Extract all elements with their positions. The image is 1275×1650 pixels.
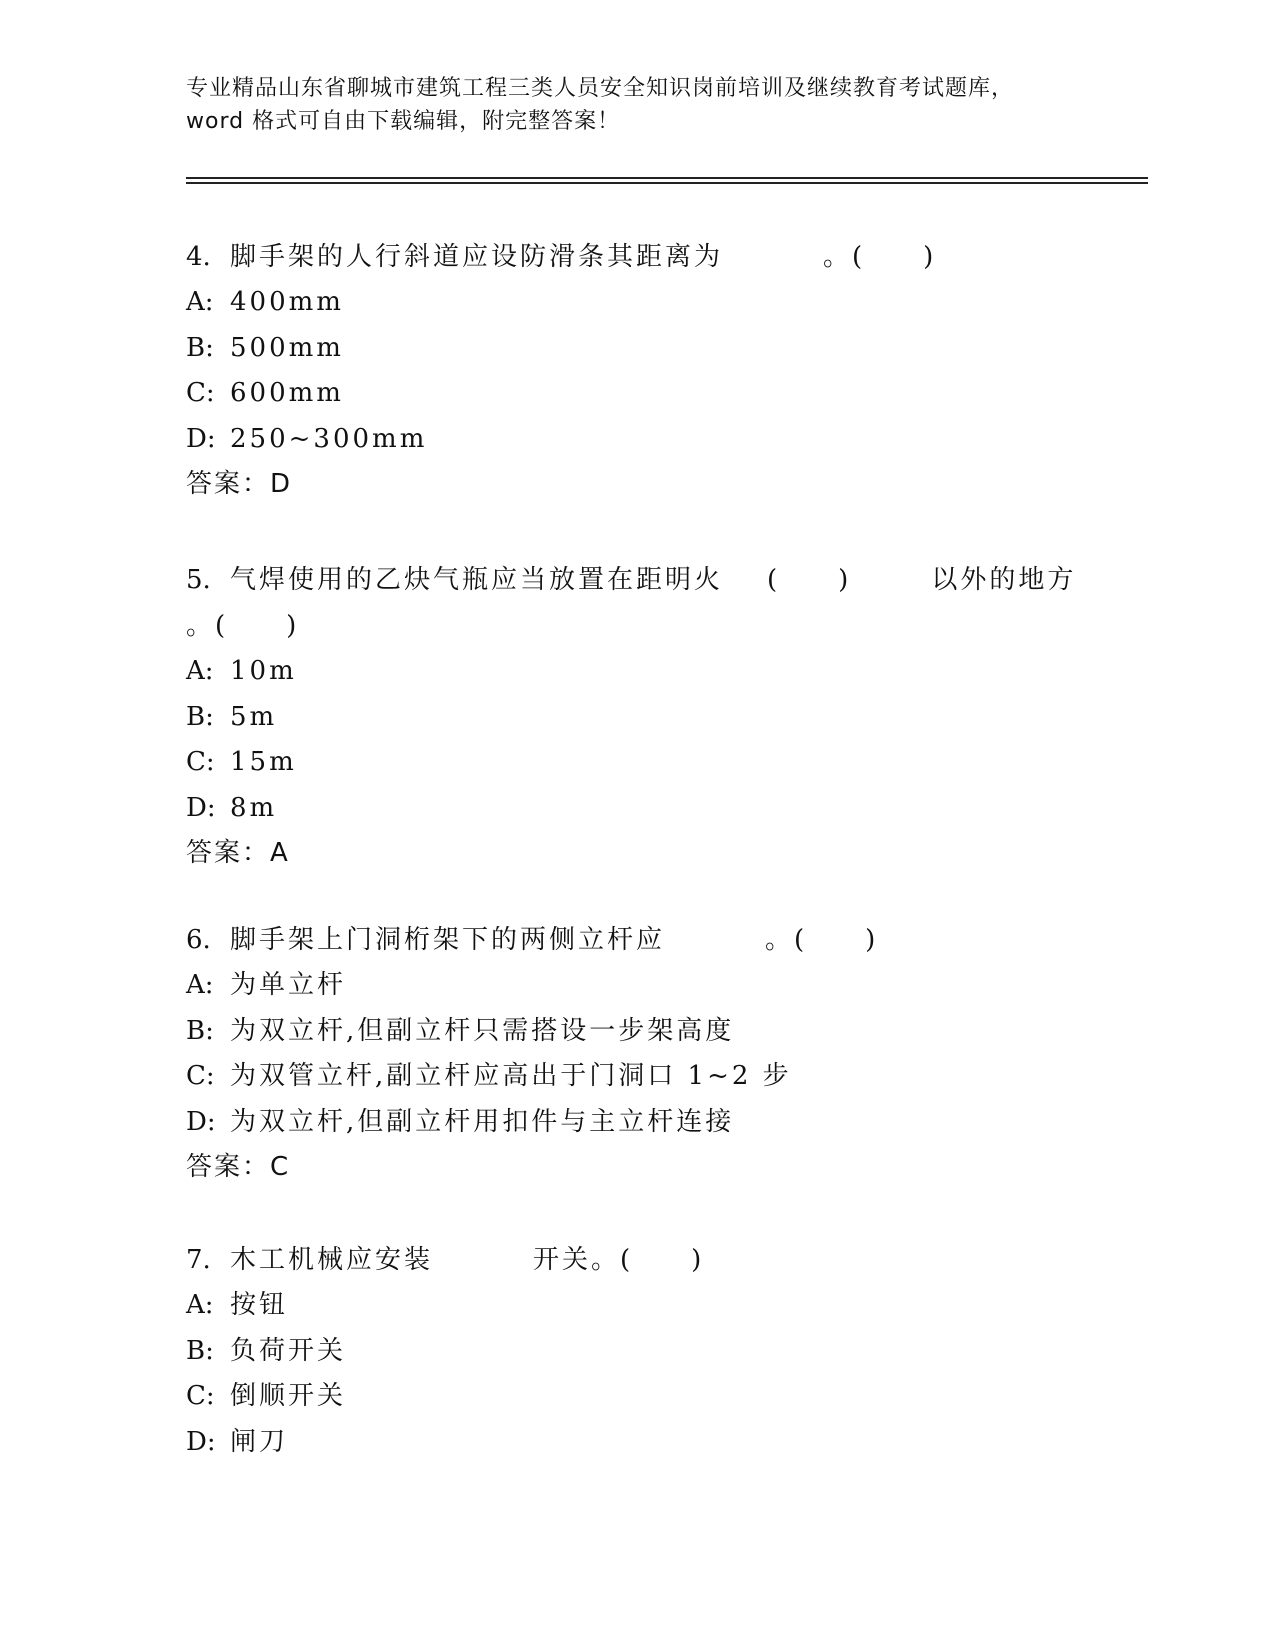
option-text: 为双管立杆,副立杆应高出于门洞口 1~2 步 [230,1061,792,1091]
option-label: D: [186,423,216,454]
option-a [186,1283,1146,1329]
question-6 [186,917,1146,1190]
option-label: C: [186,747,215,777]
header-line-1: 专业精品山东省聊城市建筑工程三类人员安全知识岗前培训及继续教育考试题库， [186,76,1015,101]
option-label: C: [186,1381,215,1411]
question-7 [186,1237,1146,1465]
question-text-end: 开关。( ) [533,1245,705,1275]
question-stem [186,234,1146,280]
option-text: 负荷开关 [230,1335,347,1366]
option-label: B: [186,701,214,732]
question-stem-end: 。( ) [186,611,300,641]
option-label: A: [186,970,214,1000]
option-d [186,1420,1146,1466]
option-a [186,649,1146,695]
question-text: 木工机械应安装 [230,1245,434,1275]
option-text: 倒顺开关 [230,1381,347,1411]
option-label: D: [186,1106,216,1137]
question-number: 4. [186,242,211,272]
answer-line: 答案：A [186,838,290,868]
question-5 [186,557,1146,876]
option-text: 400mm [230,287,344,317]
option-c [186,740,1146,786]
option-label: A: [186,656,214,686]
option-text: 500mm [230,332,344,363]
option-a [186,963,1146,1009]
answer-line: 答案：C [186,1152,291,1182]
question-number: 7. [186,1245,211,1275]
option-label: B: [186,1015,214,1046]
option-text: 为单立杆 [230,970,347,1000]
option-label: B: [186,332,214,363]
option-label: A: [186,287,214,317]
option-text: 15m [230,747,297,777]
question-stem [186,917,1146,963]
option-c [186,1054,1146,1100]
question-text-cont: 以外的地方 [931,565,1077,595]
option-label: D: [186,1426,216,1457]
question-text-end: 。( ) [765,925,879,955]
question-text-end: 。( ) [823,242,937,272]
question-paren: ( ) [767,565,852,595]
question-stem [186,557,1146,603]
option-label: B: [186,1335,214,1366]
answer-line: 答案：D [186,469,293,499]
option-c [186,1374,1146,1420]
question-text: 气焊使用的乙炔气瓶应当放置在距明火 [230,565,724,595]
option-text: 8m [230,792,278,823]
option-d [186,417,1146,463]
option-label: C: [186,1061,215,1091]
question-4 [186,234,1146,507]
header-divider-bottom [186,182,1148,184]
option-d [186,1100,1146,1146]
header-line-2: word 格式可自由下载编辑，附完整答案！ [186,109,621,134]
question-text: 脚手架的人行斜道应设防滑条其距离为 [230,242,724,272]
option-text: 为双立杆,但副立杆只需搭设一步架高度 [230,1015,735,1046]
option-label: C: [186,378,215,408]
option-a [186,280,1146,326]
option-c [186,371,1146,417]
option-text: 为双立杆,但副立杆用扣件与主立杆连接 [230,1106,735,1137]
option-text: 5m [230,701,278,732]
question-stem [186,1237,1146,1283]
option-label: A: [186,1290,214,1320]
option-b [186,695,1146,741]
question-number: 5. [186,565,211,595]
option-text: 250~300mm [230,423,428,454]
document-header [186,72,1106,138]
option-b [186,326,1146,372]
question-number: 6. [186,925,211,955]
option-text: 600mm [230,378,344,408]
option-label: D: [186,792,216,823]
option-text: 闸刀 [230,1426,289,1457]
option-d [186,786,1146,832]
option-text: 10m [230,656,297,686]
question-text: 脚手架上门洞桁架下的两侧立杆应 [230,925,666,955]
option-b [186,1009,1146,1055]
header-divider-top [186,177,1148,179]
option-b [186,1329,1146,1375]
option-text: 按钮 [230,1290,289,1320]
